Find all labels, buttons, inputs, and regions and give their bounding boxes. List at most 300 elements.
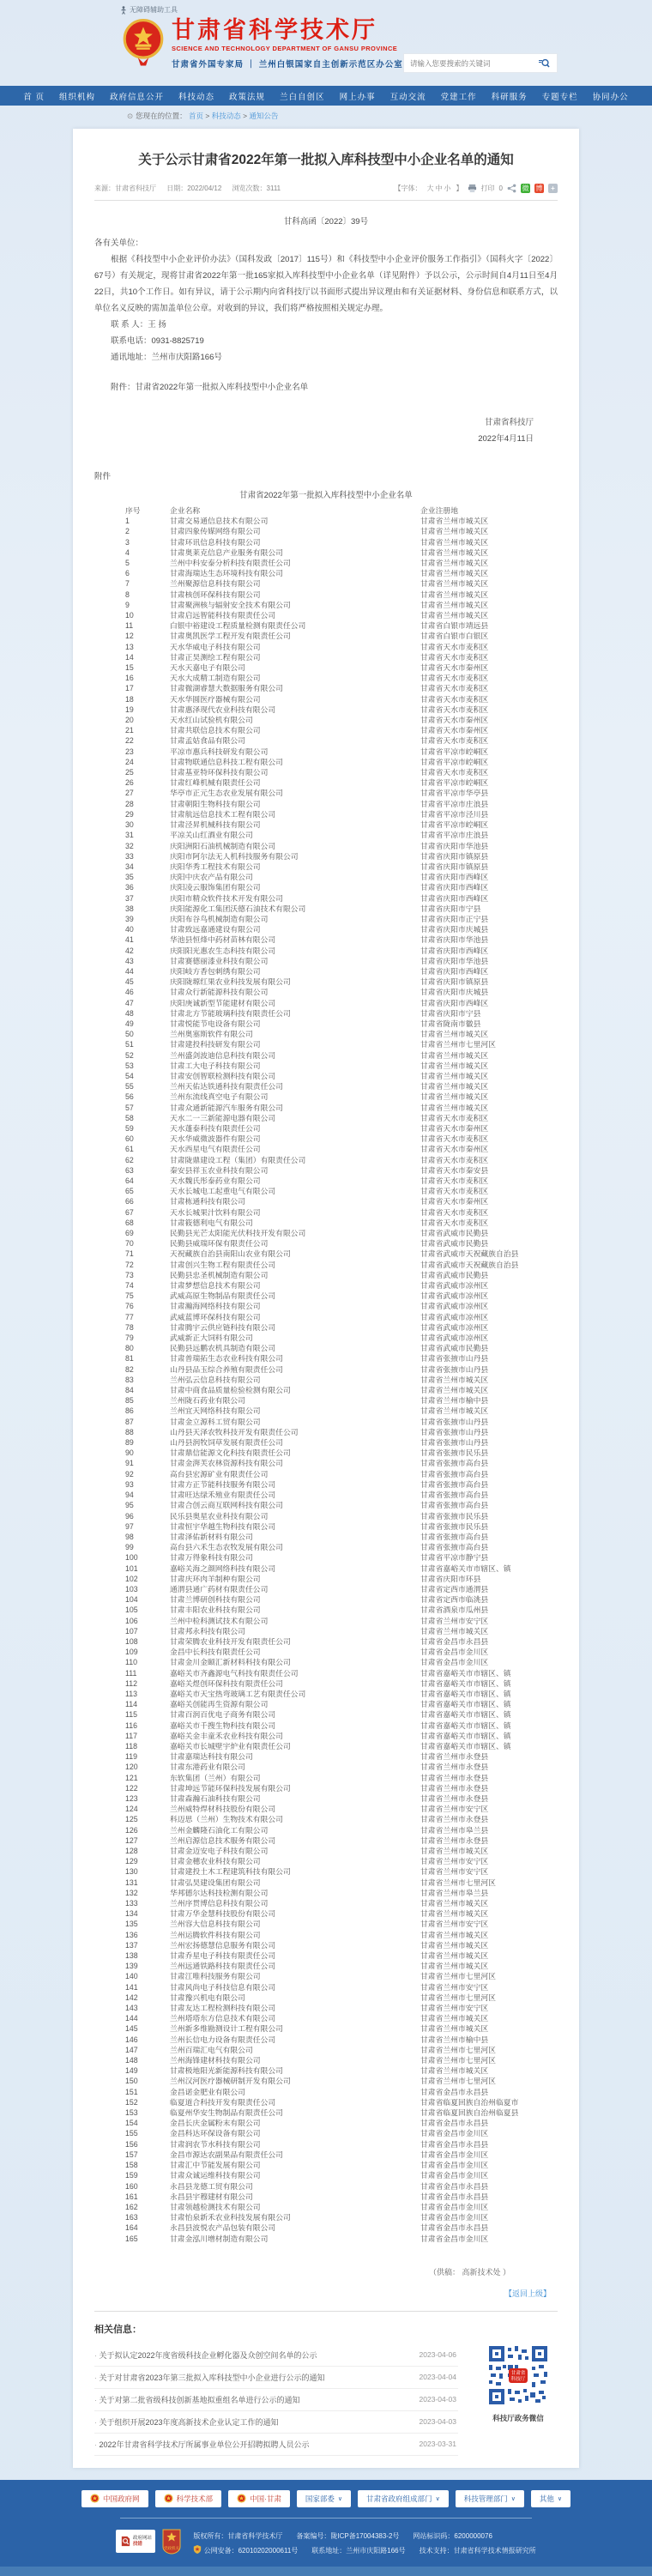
row-index: 20	[125, 716, 134, 725]
table-row	[94, 2192, 558, 2202]
company-name: 甘肃腾宇云供应链科技有限公司	[170, 1322, 276, 1332]
row-index: 164	[125, 2223, 138, 2233]
company-name: 嘉峪关煜创环保科技有限责任公司	[170, 1678, 283, 1688]
supply-credit: （供稿： 高新技术处 ）	[428, 2267, 510, 2277]
company-name: 庆阳庚诚新型节能建材有限公司	[170, 998, 276, 1007]
company-region: 甘肃省庆阳市华池县	[420, 841, 489, 850]
footer-dropdown-其他[interactable]	[531, 2490, 570, 2507]
company-name: 甘肃奥凯医学工程开发有限责任公司	[170, 632, 291, 641]
company-name: 兰州聚源信息科技有限公司	[170, 579, 261, 589]
row-index: 33	[125, 851, 134, 861]
row-index: 83	[125, 1375, 134, 1384]
company-region: 甘肃省天水市麦积区	[420, 1176, 489, 1185]
company-region: 甘肃省兰州市城关区	[420, 517, 489, 526]
public-security-badge-icon	[193, 2545, 202, 2554]
table-row	[94, 1741, 558, 1751]
row-index: 35	[125, 873, 134, 882]
table-row	[94, 1950, 558, 1961]
company-region: 甘肃省天水市麦积区	[420, 704, 489, 714]
breadcrumb-link[interactable]: 科技动态	[211, 112, 241, 120]
nav-item-首页[interactable]: 首 页	[23, 92, 45, 102]
company-region: 甘肃省张掖市高台县	[420, 1543, 489, 1552]
related-article-link[interactable]: · 关于对第二批省级科技创新基地拟重组名单进行公示的通知	[94, 2394, 300, 2405]
related-article-link[interactable]: · 关于组织开展2023年度高新技术企业认定工作的通知	[94, 2416, 279, 2428]
table-row	[94, 2107, 558, 2118]
row-index: 124	[125, 1805, 138, 1814]
company-region: 甘肃省兰州市安宁区	[420, 1982, 489, 1992]
search-button[interactable]	[531, 54, 557, 72]
company-name: 甘肃邦永科技有限公司	[170, 1626, 245, 1636]
search-icon	[538, 57, 550, 70]
company-region: 甘肃省嘉峪关市市辖区、镇	[420, 1563, 511, 1573]
table-row	[94, 1532, 558, 1542]
table-row	[94, 694, 558, 704]
company-region: 甘肃省嘉峪关市市辖区、镇	[420, 1710, 511, 1720]
row-index: 7	[125, 579, 130, 589]
row-index: 55	[125, 1082, 134, 1091]
table-row	[94, 1385, 558, 1395]
company-name: 甘肃基亚特环保科技有限公司	[170, 768, 269, 777]
company-name: 高台县六禾生态农牧发展有限公司	[170, 1543, 283, 1552]
contact-phone: 联系电话：0931-8825719	[111, 336, 204, 346]
company-region: 甘肃省兰州市城关区	[420, 1406, 489, 1416]
company-region: 甘肃省平凉市庄浪县	[420, 799, 489, 808]
company-name: 甘肃中商食品质量检验检测有限公司	[170, 1386, 291, 1395]
table-row	[94, 1479, 558, 1490]
company-region: 甘肃省嘉峪关市市辖区、镇	[420, 1720, 511, 1730]
company-region: 甘肃省临夏回族自治州临夏县	[420, 2108, 519, 2118]
table-row	[94, 610, 558, 620]
row-index: 47	[125, 998, 134, 1007]
company-name: 甘肃物联通信息科技工程有限公司	[170, 757, 283, 766]
company-region: 甘肃省兰州市七里河区	[420, 2045, 496, 2054]
company-name: 兰州天佑达铁通科技有限责任公司	[170, 1082, 283, 1091]
row-index: 19	[125, 704, 134, 714]
nav-item-科技动态[interactable]: 科技动态	[178, 92, 215, 102]
table-row	[94, 1689, 558, 1699]
table-row	[94, 1971, 558, 1981]
company-name: 金昌长庆金属粉末有限公司	[170, 2119, 261, 2128]
table-row	[94, 1961, 558, 1971]
company-name: 兰州远通铁路科技有限责任公司	[170, 1962, 276, 1971]
table-row	[94, 642, 558, 652]
row-index: 163	[125, 2213, 138, 2222]
row-index: 27	[125, 789, 134, 798]
company-name: 兰州金麟隆石油化工有限公司	[170, 1825, 269, 1835]
company-region: 甘肃省金昌市金川区	[420, 1648, 489, 1657]
table-row	[94, 1626, 558, 1636]
table-row	[94, 1081, 558, 1091]
table-row	[94, 904, 558, 914]
footer-link-科学技术部[interactable]	[155, 2490, 222, 2507]
nav-item-专题专栏[interactable]: 专题专栏	[541, 92, 578, 102]
company-region: 甘肃省金昌市金川区	[420, 2202, 489, 2211]
row-index: 154	[125, 2119, 138, 2128]
company-region: 甘肃省平凉市静宁县	[420, 1553, 489, 1563]
company-region: 甘肃省天水市麦积区	[420, 684, 489, 693]
row-index: 119	[125, 1752, 138, 1762]
company-name: 庆阳中庆农产品有限公司	[170, 873, 253, 882]
company-name: 高台县宏源矿业有限责任公司	[170, 1469, 269, 1478]
row-index: 150	[125, 2077, 138, 2086]
company-region: 甘肃省兰州市城关区	[420, 2024, 489, 2034]
chevron-down-icon: ∨	[557, 2495, 562, 2502]
company-name: 兰州序贯博信息科技有限公司	[170, 1899, 269, 1908]
company-region: 甘肃省兰州市城关区	[420, 1899, 489, 1908]
table-row	[94, 1835, 558, 1846]
table-row	[94, 2212, 558, 2222]
related-article-link[interactable]: · 2022年甘肃省科学技术厅所属事业单位公开招聘拟聘人员公示	[94, 2439, 310, 2450]
company-region: 甘肃省天水市麦积区	[420, 1113, 489, 1122]
table-row	[94, 1469, 558, 1479]
table-row	[94, 1333, 558, 1343]
company-name: 嘉峪关市天宝热弯玻璃工艺有限责任公司	[170, 1689, 306, 1698]
table-row	[94, 1071, 558, 1081]
company-region: 甘肃省兰州市安宁区	[420, 1805, 489, 1814]
row-index: 156	[125, 2139, 138, 2149]
svg-text:甘肃省: 甘肃省	[510, 2370, 526, 2376]
company-region: 甘肃省庆阳市西峰区	[420, 946, 489, 955]
table-row	[94, 1353, 558, 1364]
company-name: 天水红山试验机有限公司	[170, 716, 253, 725]
table-row	[94, 1511, 558, 1521]
company-region: 甘肃省兰州市城关区	[420, 2014, 489, 2023]
company-name: 兰州中检科测试技术有限公司	[170, 1616, 269, 1625]
company-region: 甘肃省天水市麦积区	[420, 652, 489, 662]
table-row	[94, 2003, 558, 2013]
row-index: 38	[125, 904, 134, 913]
company-name: 东软集团（兰州）有限公司	[170, 1773, 261, 1782]
site-subtitle-en: SCIENCE AND TECHNOLOGY DEPARTMENT OF GANSU PROVINCE	[172, 45, 398, 52]
company-name: 天水西星电气有限责任公司	[170, 1145, 261, 1154]
company-name: 甘肃瀚海网络科技有限公司	[170, 1302, 261, 1311]
row-index: 159	[125, 2171, 138, 2180]
row-index: 97	[125, 1521, 134, 1531]
table-row	[94, 1218, 558, 1228]
company-region: 甘肃省嘉峪关市市辖区、镇	[420, 1668, 511, 1678]
company-name: 兰州容大信息科技有限公司	[170, 1920, 261, 1929]
row-index: 1	[125, 517, 130, 526]
gov-site-error-report-badge[interactable]	[116, 2530, 155, 2553]
company-region: 甘肃省武威市民勤县	[420, 1344, 489, 1353]
table-row	[94, 1050, 558, 1061]
company-region: 甘肃省庆阳市庆城县	[420, 925, 489, 934]
company-name: 甘肃微湖睿慧大数据服务有限公司	[170, 684, 283, 693]
nav-item-政策法规[interactable]: 政策法规	[229, 92, 266, 102]
company-name: 甘肃陇鼎建设工程（集团）有限责任公司	[170, 1155, 306, 1164]
table-row	[94, 862, 558, 872]
company-region: 甘肃省兰州市永登县	[420, 1793, 489, 1803]
row-index: 43	[125, 956, 134, 965]
company-name: 甘肃共联信息技术有限公司	[170, 726, 261, 735]
row-index: 162	[125, 2202, 138, 2211]
badge-find-line2: 找错	[132, 2541, 142, 2547]
company-region: 甘肃省兰州市城关区	[420, 547, 489, 557]
company-region: 甘肃省张掖市山丹县	[420, 1354, 489, 1364]
company-region: 甘肃省天水市麦积区	[420, 694, 489, 704]
company-name: 甘肃豫兴机电有限公司	[170, 1992, 245, 2002]
table-row	[94, 998, 558, 1008]
company-name: 甘肃极地阳光新能源科技有限公司	[170, 2066, 283, 2076]
font-size-option[interactable]: 小	[444, 184, 451, 192]
weibo-share-icon[interactable]: 博	[535, 184, 543, 192]
table-row	[94, 1888, 558, 1898]
company-region: 甘肃省天水市秦州区	[420, 1145, 489, 1154]
footer-link-中国政府网[interactable]	[82, 2490, 148, 2507]
nav-item-兰白自创区[interactable]: 兰白自创区	[280, 92, 325, 102]
font-size-option[interactable]: 中	[435, 184, 443, 192]
company-region: 甘肃省天水市麦积区	[420, 1155, 489, 1164]
company-name: 兰州东流线真空电子有限公司	[170, 1092, 269, 1102]
table-row	[94, 1291, 558, 1301]
company-name: 甘肃恒宇华越生物科技有限公司	[170, 1521, 276, 1531]
company-name: 永昌县龙德工贸有限公司	[170, 2181, 253, 2191]
accessibility-tools-link[interactable]	[120, 5, 178, 15]
table-row	[94, 1061, 558, 1071]
nav-item-互动交流[interactable]: 互动交流	[389, 92, 426, 102]
company-name: 甘肃孟姑食品有限公司	[170, 736, 245, 746]
company-name: 甘肃筱德利电气有限公司	[170, 1218, 253, 1227]
row-index: 50	[125, 1030, 134, 1039]
table-row	[94, 715, 558, 725]
back-to-parent-link[interactable]: 【返回上级】	[504, 2289, 551, 2298]
row-index: 101	[125, 1563, 138, 1573]
table-row	[94, 1260, 558, 1270]
company-name: 甘肃北方节能玻璃科技有限责任公司	[170, 1008, 291, 1018]
table-row	[94, 987, 558, 997]
breadcrumb-link[interactable]: 通知公告	[249, 112, 279, 120]
related-article-date: 2023-03-31	[419, 2440, 456, 2449]
table-row	[94, 799, 558, 809]
company-region: 甘肃省张掖市山丹县	[420, 1417, 489, 1426]
company-name: 甘肃坤远节能环保科技发展有限公司	[170, 1783, 291, 1793]
nav-item-组织机构[interactable]: 组织机构	[58, 92, 95, 102]
more-share-icon[interactable]: +	[548, 184, 558, 193]
table-row	[94, 578, 558, 589]
table-row	[94, 631, 558, 641]
footer-dropdown-甘肃省政府组成部门[interactable]	[358, 2490, 449, 2507]
table-row	[94, 1490, 558, 1500]
company-name: 甘肃旺达绿禾殖业有限责任公司	[170, 1491, 276, 1500]
table-row	[94, 1940, 558, 1950]
table-row	[94, 1196, 558, 1206]
company-name: 秦安县祥玉农业科技有限公司	[170, 1165, 269, 1175]
footer-link-中国·甘肃[interactable]	[228, 2490, 290, 2507]
table-row	[94, 683, 558, 693]
row-index: 86	[125, 1406, 134, 1416]
row-index: 64	[125, 1176, 134, 1185]
search-input[interactable]	[404, 54, 531, 72]
company-name: 甘肃万得象科技有限公司	[170, 1553, 253, 1563]
table-row	[94, 1773, 558, 1783]
company-name: 甘肃惠泽现代农业科技有限公司	[170, 704, 276, 714]
attachment-line[interactable]: 附件：甘肃省2022年第一批拟入库科技型中小企业名单	[111, 383, 309, 392]
wechat-qr-code	[487, 2344, 549, 2406]
table-row	[94, 809, 558, 819]
row-index: 5	[125, 559, 130, 568]
company-region: 甘肃省天水市秦州区	[420, 663, 489, 673]
nav-item-协同办公[interactable]: 协同办公	[592, 92, 629, 102]
row-index: 48	[125, 1008, 134, 1018]
table-row	[94, 1280, 558, 1291]
row-index: 16	[125, 674, 134, 683]
table-row	[94, 1709, 558, 1720]
company-name: 兰州运腾软件科技有限公司	[170, 1930, 261, 1939]
company-region: 甘肃省张掖市高台县	[420, 1501, 489, 1510]
company-name: 甘肃致远嘉通建设有限公司	[170, 925, 261, 934]
table-row	[94, 652, 558, 662]
row-index: 161	[125, 2192, 138, 2201]
company-region: 甘肃省张掖市高台县	[420, 1459, 489, 1468]
mini-emblem-icon	[237, 2494, 246, 2503]
table-row	[94, 819, 558, 830]
company-region: 甘肃省武威市民勤县	[420, 1229, 489, 1238]
footer-link-label: 中国政府网	[103, 2494, 140, 2503]
company-region: 甘肃省陇南市徽县	[420, 1019, 481, 1028]
row-index: 3	[125, 537, 130, 547]
nav-item-政府信息公开[interactable]: 政府信息公开	[110, 92, 165, 102]
company-name: 庆阳洲阳石油机械制造有限公司	[170, 841, 276, 850]
row-index: 4	[125, 547, 130, 557]
row-index: 165	[125, 2234, 138, 2243]
company-name: 甘肃方正节能科技服务有限公司	[170, 1479, 276, 1489]
share-icon[interactable]	[507, 184, 516, 193]
nav-item-网上办事[interactable]: 网上办事	[339, 92, 376, 102]
breadcrumb-link[interactable]: 首页	[189, 112, 204, 120]
row-index: 90	[125, 1448, 134, 1458]
table-row	[94, 1417, 558, 1427]
party-government-badge[interactable]	[162, 2529, 181, 2555]
row-index: 45	[125, 977, 134, 987]
print-icon[interactable]	[468, 184, 477, 193]
company-region: 甘肃省武威市凉州区	[420, 1291, 489, 1301]
print-label[interactable]: 打印	[480, 184, 495, 192]
company-name: 甘肃普瑞拓生态农业科技有限公司	[170, 1354, 283, 1364]
table-row	[94, 1856, 558, 1866]
row-index: 56	[125, 1092, 134, 1102]
salutation: 各有关单位：	[94, 239, 144, 248]
row-index: 85	[125, 1396, 134, 1406]
company-name: 庆阳华秀工程技术有限公司	[170, 862, 261, 871]
company-region: 甘肃省张掖市高台县	[420, 1532, 489, 1541]
table-row	[94, 1605, 558, 1615]
table-row	[94, 830, 558, 840]
row-index: 121	[125, 1773, 138, 1782]
company-name: 天祝藏族自治县南阳山农业有限公司	[170, 1249, 291, 1259]
table-row	[94, 1814, 558, 1824]
company-name: 庆阳市阿尔法无人机科技服务有限公司	[170, 851, 299, 861]
row-index: 158	[125, 2161, 138, 2170]
company-region: 甘肃省天水市麦积区	[420, 1218, 489, 1227]
table-row	[94, 946, 558, 956]
footer	[0, 2480, 652, 2567]
table-row	[94, 1301, 558, 1311]
row-index: 44	[125, 966, 134, 976]
table-row	[94, 767, 558, 777]
company-name: 武威新正大饲料有限公司	[170, 1333, 253, 1343]
related-article-link[interactable]: · 关于对甘肃省2023年第三批拟入库科技型中小企业进行公示的通知	[94, 2372, 325, 2383]
table-row	[94, 2045, 558, 2055]
company-name: 甘肃友达工程检测科技有限公司	[170, 2004, 276, 2013]
nav-item-党建工作[interactable]: 党建工作	[440, 92, 477, 102]
company-region: 甘肃省天水市麦积区	[420, 736, 489, 746]
company-name: 嘉峪关市长城壁宇炉业有限责任公司	[170, 1741, 291, 1751]
company-region: 甘肃省张掖市民乐县	[420, 1511, 489, 1521]
column-index: 序号	[125, 506, 141, 515]
table-row	[94, 2055, 558, 2065]
company-region: 甘肃省兰州市城关区	[420, 1050, 489, 1060]
row-index: 71	[125, 1249, 134, 1259]
row-index: 140	[125, 1972, 138, 1981]
row-index: 138	[125, 1951, 138, 1961]
company-name: 甘肃东港药业有限公司	[170, 1763, 245, 1772]
row-index: 17	[125, 684, 134, 693]
row-index: 136	[125, 1930, 138, 1939]
footer-dropdown-科技管理部门[interactable]	[456, 2490, 524, 2507]
company-region: 甘肃省庆阳市华池县	[420, 956, 489, 965]
footer-dropdown-国家部委[interactable]	[297, 2490, 351, 2507]
row-index: 133	[125, 1899, 138, 1908]
company-name: 金昌科达环保设备有限公司	[170, 2129, 261, 2138]
company-region: 甘肃省兰州市永登县	[420, 1783, 489, 1793]
company-name: 甘肃森瀚石油科技有限公司	[170, 1793, 261, 1803]
column-name: 企业名称	[170, 506, 201, 515]
row-index: 157	[125, 2150, 138, 2159]
row-index: 75	[125, 1291, 134, 1301]
related-list-item	[94, 2411, 458, 2434]
table-row	[94, 934, 558, 945]
company-name: 甘肃泽佑新材料有限公司	[170, 1532, 253, 1541]
company-region: 甘肃省兰州市永登县	[420, 1835, 489, 1845]
company-region: 甘肃省庆阳市庆城县	[420, 988, 489, 997]
table-row	[94, 1594, 558, 1605]
nav-item-科研服务[interactable]: 科研服务	[491, 92, 528, 102]
company-name: 金昌诺金肥业有限公司	[170, 2087, 245, 2096]
company-region: 甘肃省平凉市崆峒区	[420, 747, 489, 756]
company-region: 甘肃省兰州市城关区	[420, 1092, 489, 1102]
table-row	[94, 1343, 558, 1353]
row-index: 100	[125, 1553, 138, 1563]
company-name: 甘肃四象传媒网络有限公司	[170, 527, 261, 536]
company-region: 甘肃省兰州市城关区	[420, 600, 489, 609]
company-region: 甘肃省张掖市高台县	[420, 1479, 489, 1489]
table-row	[94, 2118, 558, 2128]
company-name: 兰州陇石药业有限公司	[170, 1396, 245, 1406]
related-divider	[94, 2311, 558, 2312]
table-row	[94, 2023, 558, 2034]
company-name: 华池县恒烽中药材苗林有限公司	[170, 935, 276, 945]
column-region: 企业注册地	[420, 506, 458, 515]
table-row	[94, 1500, 558, 1510]
wechat-share-icon[interactable]: 微	[522, 184, 529, 192]
table-row	[94, 1898, 558, 1908]
company-name: 甘肃工大电子科技有限公司	[170, 1061, 261, 1070]
site-title: 甘肃省科学技术厅	[172, 17, 377, 43]
row-index: 125	[125, 1815, 138, 1824]
company-region: 甘肃省兰州市安宁区	[420, 1867, 489, 1877]
row-index: 53	[125, 1061, 134, 1070]
company-name: 民乐县奥星农业科技有限公司	[170, 1511, 269, 1521]
row-index: 23	[125, 747, 134, 756]
row-index: 41	[125, 935, 134, 945]
company-region: 甘肃省金昌市永昌县	[420, 2223, 489, 2233]
related-article-link[interactable]: · 关于拟认定2022年度省级科技企业孵化器及众创空间名单的公示	[94, 2349, 317, 2361]
meta-views: 浏览次数：3111	[232, 184, 281, 192]
font-size-option[interactable]: 大	[426, 184, 434, 192]
table-row	[94, 1019, 558, 1029]
company-region: 甘肃省兰州市城关区	[420, 1071, 489, 1080]
table-row	[94, 914, 558, 924]
